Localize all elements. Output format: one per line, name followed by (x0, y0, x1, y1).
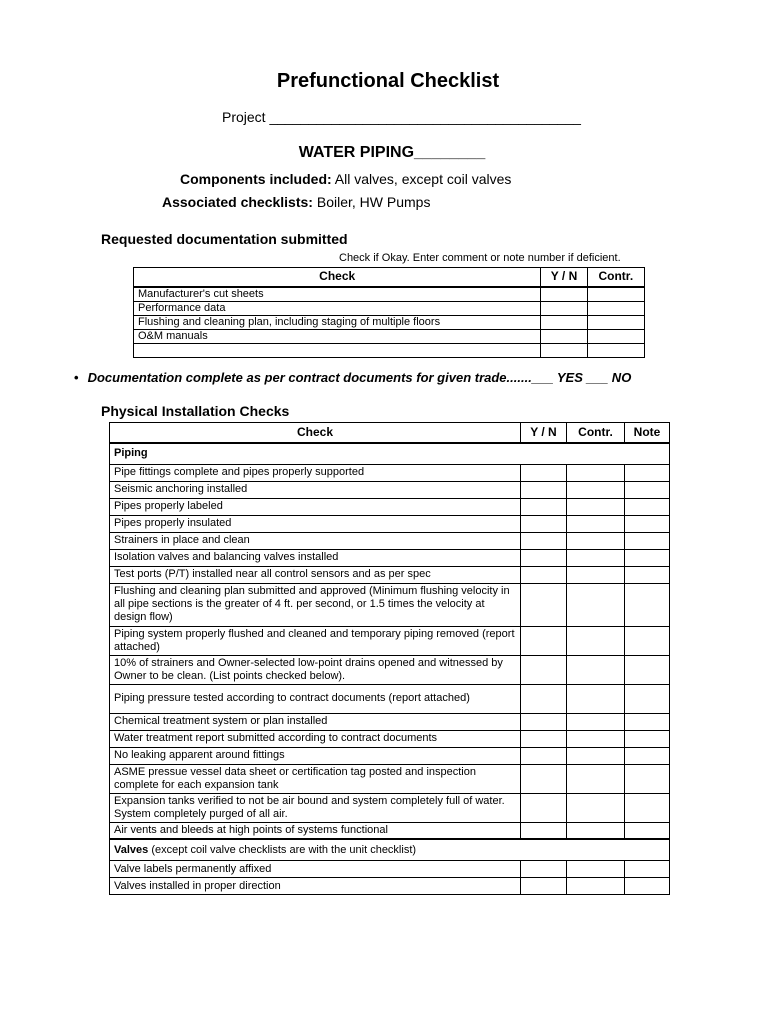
check-row (110, 515, 670, 532)
check-item-label: Seismic anchoring installed (110, 481, 521, 498)
contr-cell[interactable] (567, 498, 625, 515)
check-row (110, 532, 670, 549)
note-cell[interactable] (625, 498, 670, 515)
note-cell[interactable] (625, 730, 670, 747)
note-cell[interactable] (625, 793, 670, 822)
phys-header-note: Note (625, 423, 670, 443)
note-cell[interactable] (625, 764, 670, 793)
bullet-icon: • (74, 370, 79, 385)
doc-item-label: Manufacturer's cut sheets (134, 287, 541, 302)
documentation-table (133, 267, 645, 358)
contr-cell[interactable] (567, 532, 625, 549)
check-item-label: Test ports (P/T) installed near all control sensors and as per spec (110, 566, 521, 583)
physical-section-heading: Physical Installation Checks (101, 403, 290, 419)
doc-item-label: O&M manuals (134, 329, 541, 343)
note-cell[interactable] (625, 464, 670, 481)
yn-cell[interactable] (521, 532, 567, 549)
yn-cell[interactable] (521, 747, 567, 764)
yn-cell[interactable] (521, 498, 567, 515)
completion-text: Documentation complete as per contract documents for given trade.......___ YES ___ NO (87, 370, 632, 385)
contr-cell[interactable] (567, 747, 625, 764)
completion-statement (74, 370, 631, 385)
check-row (110, 655, 670, 684)
check-item-label: 10% of strainers and Owner-selected low-point drains opened and witnessed by Owner to be clean. (List points checked below). (110, 655, 521, 684)
contr-cell[interactable] (567, 822, 625, 839)
contr-cell[interactable] (567, 566, 625, 583)
associated-checklists (162, 194, 430, 210)
note-cell[interactable] (625, 713, 670, 730)
associated-label: Associated checklists: (162, 194, 313, 210)
check-item-label: Piping pressure tested according to contract documents (report attached) (110, 684, 521, 713)
valves-section-cell (110, 839, 670, 861)
check-item-label: Strainers in place and clean (110, 532, 521, 549)
associated-value: Boiler, HW Pumps (316, 194, 431, 210)
page-title: Prefunctional Checklist (276, 70, 500, 92)
yn-cell[interactable] (521, 583, 567, 626)
check-row (110, 626, 670, 655)
project-field[interactable] (222, 109, 581, 125)
phys-header-check: Check (110, 423, 521, 443)
phys-header-contr: Contr. (567, 423, 625, 443)
yn-cell[interactable] (521, 861, 567, 878)
note-cell[interactable] (625, 626, 670, 655)
check-row (110, 549, 670, 566)
yn-cell[interactable] (521, 713, 567, 730)
check-item-label: No leaking apparent around fittings (110, 747, 521, 764)
check-row (110, 747, 670, 764)
doc-item-label: Performance data (134, 301, 541, 315)
doc-yn-cell[interactable] (541, 315, 587, 329)
check-item-label: Valve labels permanently affixed (110, 861, 521, 878)
yn-cell[interactable] (521, 793, 567, 822)
valves-section (110, 839, 670, 861)
doc-header-row (134, 268, 645, 287)
check-item-label: Pipes properly labeled (110, 498, 521, 515)
doc-header-contr: Contr. (587, 268, 644, 287)
yn-cell[interactable] (521, 566, 567, 583)
contr-cell[interactable] (567, 464, 625, 481)
check-item-label: Chemical treatment system or plan installed (110, 713, 521, 730)
valves-section-label: Valves (114, 843, 149, 856)
note-cell[interactable] (625, 822, 670, 839)
note-cell[interactable] (625, 655, 670, 684)
check-row (110, 861, 670, 878)
contr-cell[interactable] (567, 583, 625, 626)
doc-contr-cell[interactable] (587, 329, 644, 343)
doc-row (134, 301, 645, 315)
check-item-label: Water treatment report submitted according to contract documents (110, 730, 521, 747)
note-cell[interactable] (625, 532, 670, 549)
check-item-label: Pipe fittings complete and pipes properly supported (110, 464, 521, 481)
check-row (110, 566, 670, 583)
doc-contr-cell[interactable] (587, 315, 644, 329)
piping-section (110, 443, 670, 465)
yn-cell[interactable] (521, 822, 567, 839)
phys-header-yn: Y / N (521, 423, 567, 443)
yn-cell[interactable] (521, 626, 567, 655)
contr-cell[interactable] (567, 793, 625, 822)
note-cell[interactable] (625, 566, 670, 583)
check-row (110, 713, 670, 730)
components-value: All valves, except coil valves (334, 171, 512, 187)
check-row (110, 822, 670, 839)
yn-cell[interactable] (521, 515, 567, 532)
contr-cell[interactable] (567, 878, 625, 895)
contr-cell[interactable] (567, 764, 625, 793)
doc-instruction: Check if Okay. Enter comment or note number if deficient. (339, 252, 621, 264)
contr-cell[interactable] (567, 515, 625, 532)
check-row (110, 498, 670, 515)
contr-cell[interactable] (567, 861, 625, 878)
yn-cell[interactable] (521, 878, 567, 895)
contr-cell[interactable] (567, 730, 625, 747)
check-item-label: Expansion tanks verified to not be air bound and system completely full of water. System completely purged of all air. (110, 793, 521, 822)
doc-yn-cell[interactable] (541, 301, 587, 315)
doc-yn-cell[interactable] (541, 287, 587, 302)
valves-section-note: (except coil valve checklists are with the unit checklist) (151, 843, 417, 856)
doc-row (134, 287, 645, 302)
yn-cell[interactable] (521, 684, 567, 713)
yn-cell[interactable] (521, 481, 567, 498)
check-row (110, 730, 670, 747)
note-cell[interactable] (625, 747, 670, 764)
yn-cell[interactable] (521, 764, 567, 793)
doc-yn-cell[interactable] (541, 329, 587, 343)
phys-header-row (110, 423, 670, 443)
note-cell[interactable] (625, 583, 670, 626)
note-cell[interactable] (625, 861, 670, 878)
check-item-label: Valves installed in proper direction (110, 878, 521, 895)
piping-section-cell (110, 443, 670, 465)
check-row (110, 481, 670, 498)
contr-cell[interactable] (567, 655, 625, 684)
contr-cell[interactable] (567, 481, 625, 498)
doc-contr-cell[interactable] (587, 301, 644, 315)
components-included (180, 171, 511, 187)
piping-section-label: Piping (114, 447, 148, 459)
components-label: Components included: (180, 171, 332, 187)
doc-header-check: Check (134, 268, 541, 287)
project-blank: ________________________________________ (269, 109, 581, 125)
doc-yn-cell[interactable] (541, 343, 587, 357)
check-row (110, 583, 670, 626)
check-item-label: Flushing and cleaning plan submitted and approved (Minimum flushing velocity in all pipe sections is the greater of 4 ft. per second, or 1.5 times the velocity at design flow) (110, 583, 521, 626)
doc-row (134, 329, 645, 343)
doc-item-label (134, 343, 541, 357)
note-cell[interactable] (625, 878, 670, 895)
doc-item-label: Flushing and cleaning plan, including staging of multiple floors (134, 315, 541, 329)
doc-header-yn: Y / N (541, 268, 587, 287)
contr-cell[interactable] (567, 713, 625, 730)
physical-checks-table (109, 422, 670, 895)
project-label: Project (222, 109, 266, 125)
contr-cell[interactable] (567, 626, 625, 655)
check-row (110, 764, 670, 793)
system-title: WATER PIPING________ (298, 144, 486, 161)
note-cell[interactable] (625, 515, 670, 532)
contr-cell[interactable] (567, 684, 625, 713)
doc-row (134, 343, 645, 357)
check-item-label: Air vents and bleeds at high points of systems functional (110, 822, 521, 839)
doc-row (134, 315, 645, 329)
yn-cell[interactable] (521, 730, 567, 747)
doc-section-heading: Requested documentation submitted (101, 231, 348, 247)
check-item-label: ASME pressue vessel data sheet or certification tag posted and inspection complete for each expansion tank (110, 764, 521, 793)
yn-cell[interactable] (521, 464, 567, 481)
contr-cell[interactable] (567, 549, 625, 566)
doc-contr-cell[interactable] (587, 343, 644, 357)
note-cell[interactable] (625, 549, 670, 566)
doc-contr-cell[interactable] (587, 287, 644, 302)
yn-cell[interactable] (521, 549, 567, 566)
check-item-label: Isolation valves and balancing valves installed (110, 549, 521, 566)
note-cell[interactable] (625, 481, 670, 498)
check-row (110, 464, 670, 481)
check-row (110, 878, 670, 895)
check-row (110, 793, 670, 822)
check-row (110, 684, 670, 713)
check-item-label: Pipes properly insulated (110, 515, 521, 532)
check-item-label: Piping system properly flushed and cleaned and temporary piping removed (report attached) (110, 626, 521, 655)
yn-cell[interactable] (521, 655, 567, 684)
note-cell[interactable] (625, 684, 670, 713)
